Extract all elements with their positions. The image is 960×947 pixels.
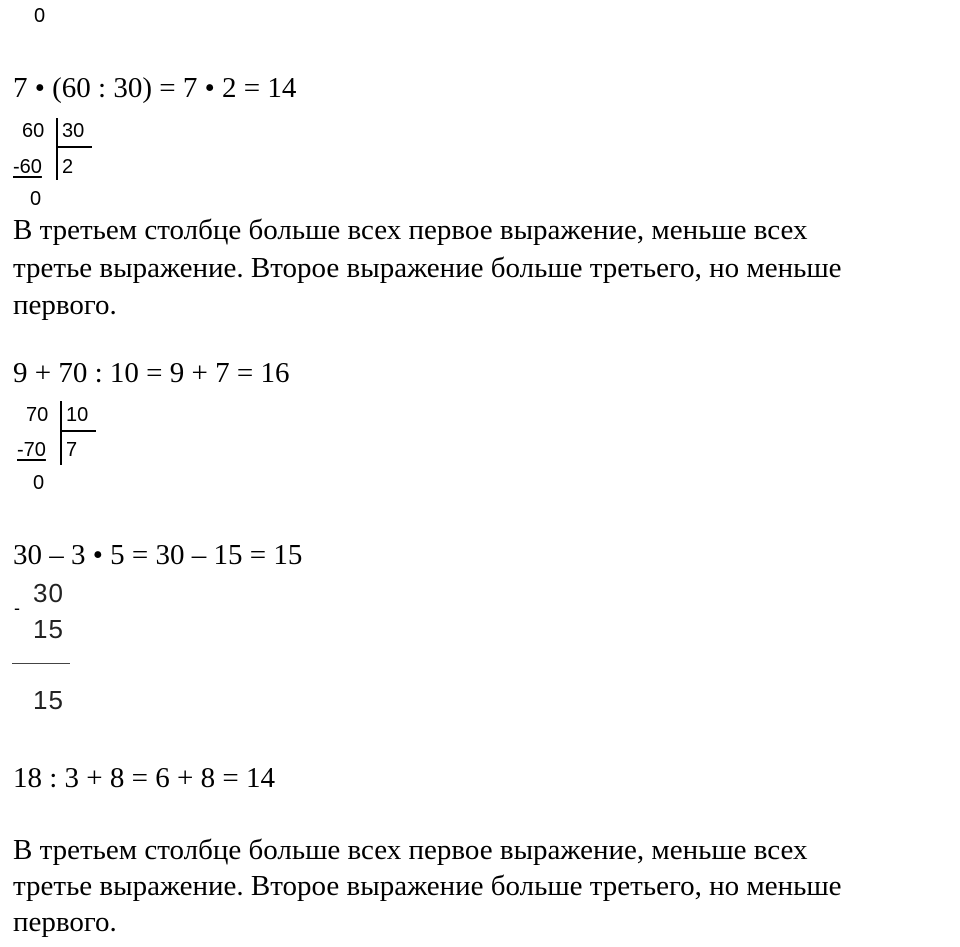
division-1-divisor: 30	[62, 120, 85, 142]
division-2-quotient: 7	[66, 439, 78, 461]
conclusion-2-line-2: третье выражение. Второе выражение больше третьего, но меньше	[13, 870, 842, 902]
division-1-vertical-bar	[56, 118, 58, 180]
conclusion-1-line-1: В третьем столбце больше всех первое выражение, меньше всех	[13, 214, 808, 246]
division-2-dividend: 70	[26, 404, 49, 426]
conclusion-2-line-3: первого.	[13, 906, 117, 938]
division-1-remainder: 0	[30, 188, 42, 210]
subtraction-result-line	[12, 663, 70, 664]
division-2-remainder: 0	[33, 472, 45, 494]
expression-4: 18 : 3 + 8 = 6 + 8 = 14	[13, 762, 275, 794]
division-1-quotient: 2	[62, 156, 74, 178]
subtraction-subtrahend: 15	[33, 614, 64, 644]
expression-3: 30 – 3 • 5 = 30 – 15 = 15	[13, 539, 303, 571]
subtraction-result: 15	[33, 685, 64, 715]
conclusion-2-line-1: В третьем столбце больше всех первое выражение, меньше всех	[13, 834, 808, 866]
division-1-dividend: 60	[22, 120, 45, 142]
expression-1: 7 • (60 : 30) = 7 • 2 = 14	[13, 72, 297, 104]
top-remainder: 0	[34, 5, 46, 27]
division-2-divisor-bar	[60, 430, 96, 432]
conclusion-1-line-2: третье выражение. Второе выражение больше третьего, но меньше	[13, 252, 842, 284]
expression-2: 9 + 70 : 10 = 9 + 7 = 16	[13, 357, 290, 389]
division-1-subtracted: -60	[13, 156, 42, 178]
division-1-divisor-bar	[56, 146, 92, 148]
division-2-divisor: 10	[66, 404, 89, 426]
subtraction-minuend: 30	[33, 578, 64, 608]
division-2-vertical-bar	[60, 401, 62, 465]
conclusion-1-line-3: первого.	[13, 289, 117, 321]
division-2-subtracted: -70	[17, 439, 46, 461]
subtraction-minus-sign: -	[14, 598, 20, 618]
